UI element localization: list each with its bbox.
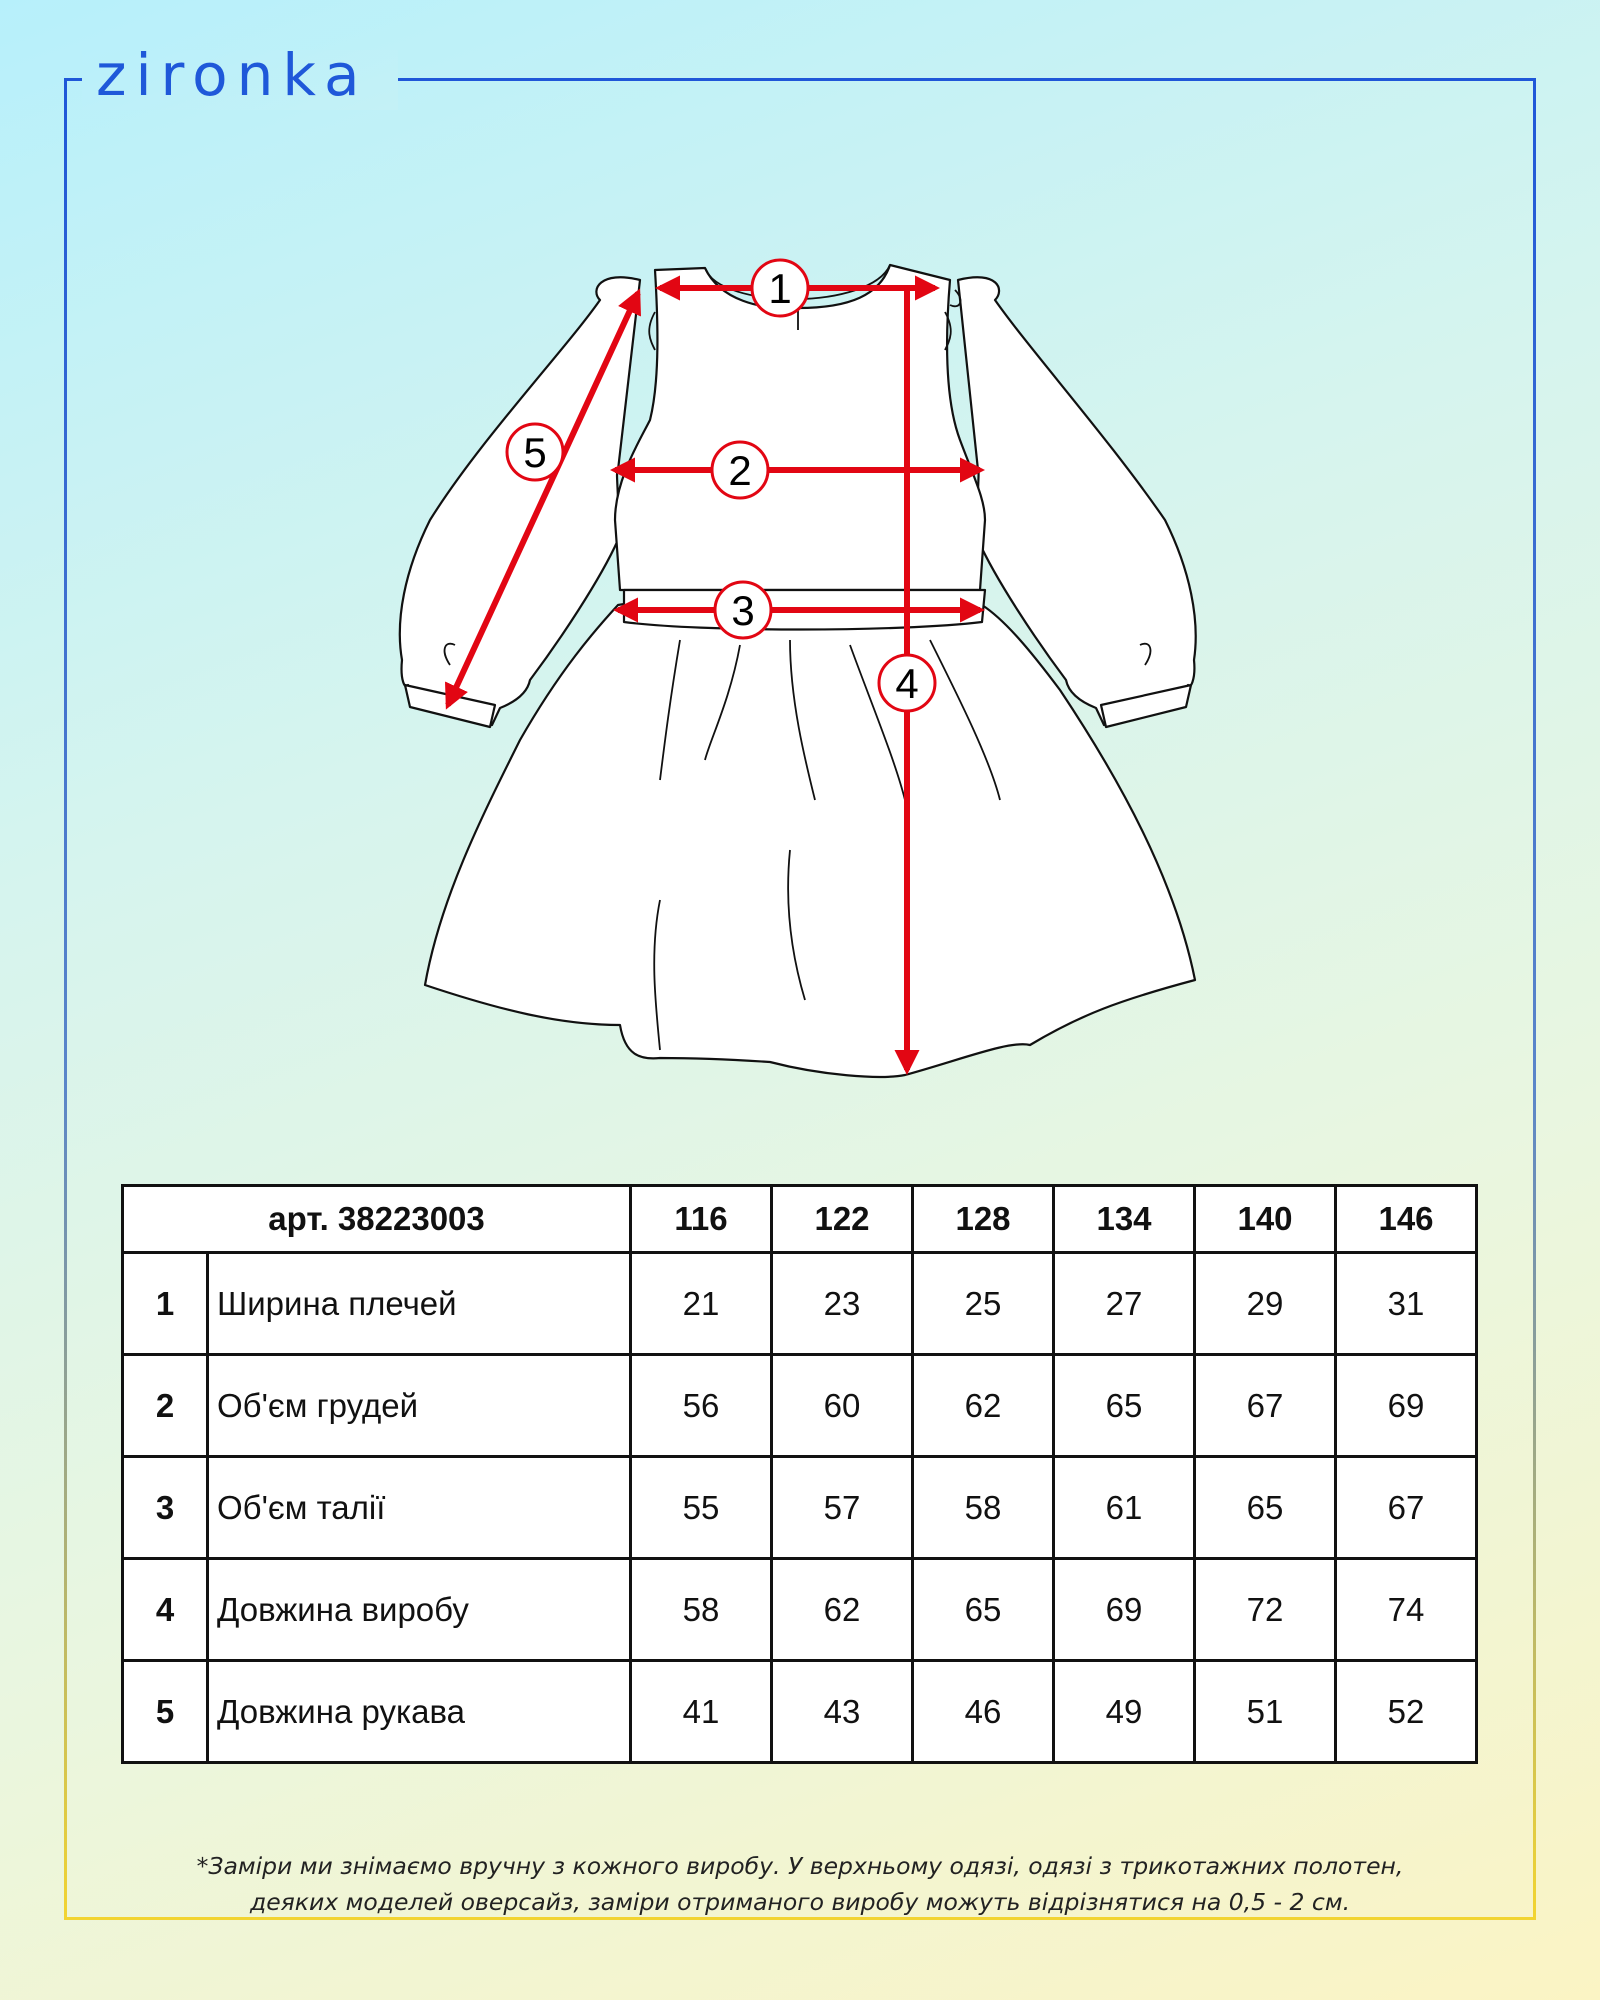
marker-5	[507, 424, 563, 480]
size-header: 122	[772, 1186, 913, 1253]
table-cell: 41	[631, 1661, 772, 1763]
table-cell: 25	[913, 1253, 1054, 1355]
marker-3	[715, 582, 771, 638]
table-cell: 43	[772, 1661, 913, 1763]
table-cell: 65	[1195, 1457, 1336, 1559]
table-cell: 27	[1054, 1253, 1195, 1355]
row-number: 1	[123, 1253, 208, 1355]
row-number: 3	[123, 1457, 208, 1559]
svg-text:2: 2	[728, 447, 752, 494]
table-row	[123, 1661, 1477, 1763]
row-number: 5	[123, 1661, 208, 1763]
table-cell: 67	[1195, 1355, 1336, 1457]
size-header: 140	[1195, 1186, 1336, 1253]
row-label: Довжина рукава	[208, 1661, 631, 1763]
row-number: 4	[123, 1559, 208, 1661]
size-header: 134	[1054, 1186, 1195, 1253]
table-cell: 57	[772, 1457, 913, 1559]
brand-logo: zironka	[96, 41, 369, 109]
table-cell: 58	[631, 1559, 772, 1661]
row-label: Ширина плечей	[208, 1253, 631, 1355]
table-cell: 49	[1054, 1661, 1195, 1763]
marker-4	[879, 655, 935, 711]
table-row	[123, 1457, 1477, 1559]
table-cell: 60	[772, 1355, 913, 1457]
table-cell: 21	[631, 1253, 772, 1355]
table-row	[123, 1355, 1477, 1457]
table-cell: 58	[913, 1457, 1054, 1559]
table-cell: 74	[1336, 1559, 1477, 1661]
table-cell: 29	[1195, 1253, 1336, 1355]
article-number: арт. 38223003	[123, 1186, 631, 1253]
table-cell: 67	[1336, 1457, 1477, 1559]
table-cell: 31	[1336, 1253, 1477, 1355]
row-label: Об'єм талії	[208, 1457, 631, 1559]
row-label: Довжина виробу	[208, 1559, 631, 1661]
table-header-row	[123, 1186, 1477, 1253]
marker-1	[752, 260, 808, 316]
marker-2	[712, 442, 768, 498]
table-cell: 55	[631, 1457, 772, 1559]
table-cell: 69	[1336, 1355, 1477, 1457]
table-cell: 52	[1336, 1661, 1477, 1763]
table-cell: 65	[913, 1559, 1054, 1661]
table-cell: 72	[1195, 1559, 1336, 1661]
row-label: Об'єм грудей	[208, 1355, 631, 1457]
table-row	[123, 1559, 1477, 1661]
table-cell: 51	[1195, 1661, 1336, 1763]
table-cell: 23	[772, 1253, 913, 1355]
svg-text:4: 4	[895, 660, 919, 707]
svg-text:5: 5	[523, 429, 547, 476]
dress-outline	[400, 265, 1196, 1077]
table-cell: 69	[1054, 1559, 1195, 1661]
footnote-line: деяких моделей оверсайз, заміри отриманого виробу можуть відрізнятися на 0,5 - 2 см.	[249, 1888, 1351, 1916]
size-header: 116	[631, 1186, 772, 1253]
table-cell: 65	[1054, 1355, 1195, 1457]
svg-text:1: 1	[768, 265, 792, 312]
table-cell: 62	[772, 1559, 913, 1661]
size-table	[121, 1184, 1478, 1764]
table-row	[123, 1253, 1477, 1355]
row-number: 2	[123, 1355, 208, 1457]
svg-text:3: 3	[731, 587, 755, 634]
size-header: 146	[1336, 1186, 1477, 1253]
table-cell: 46	[913, 1661, 1054, 1763]
footnote-line: *Заміри ми знімаємо вручну з кожного виробу. У верхньому одязі, одязі з трикотажних полотен,	[196, 1852, 1404, 1880]
table-cell: 56	[631, 1355, 772, 1457]
size-header: 128	[913, 1186, 1054, 1253]
table-cell: 61	[1054, 1457, 1195, 1559]
measurement-footnote	[70, 1848, 1530, 1920]
table-cell: 62	[913, 1355, 1054, 1457]
